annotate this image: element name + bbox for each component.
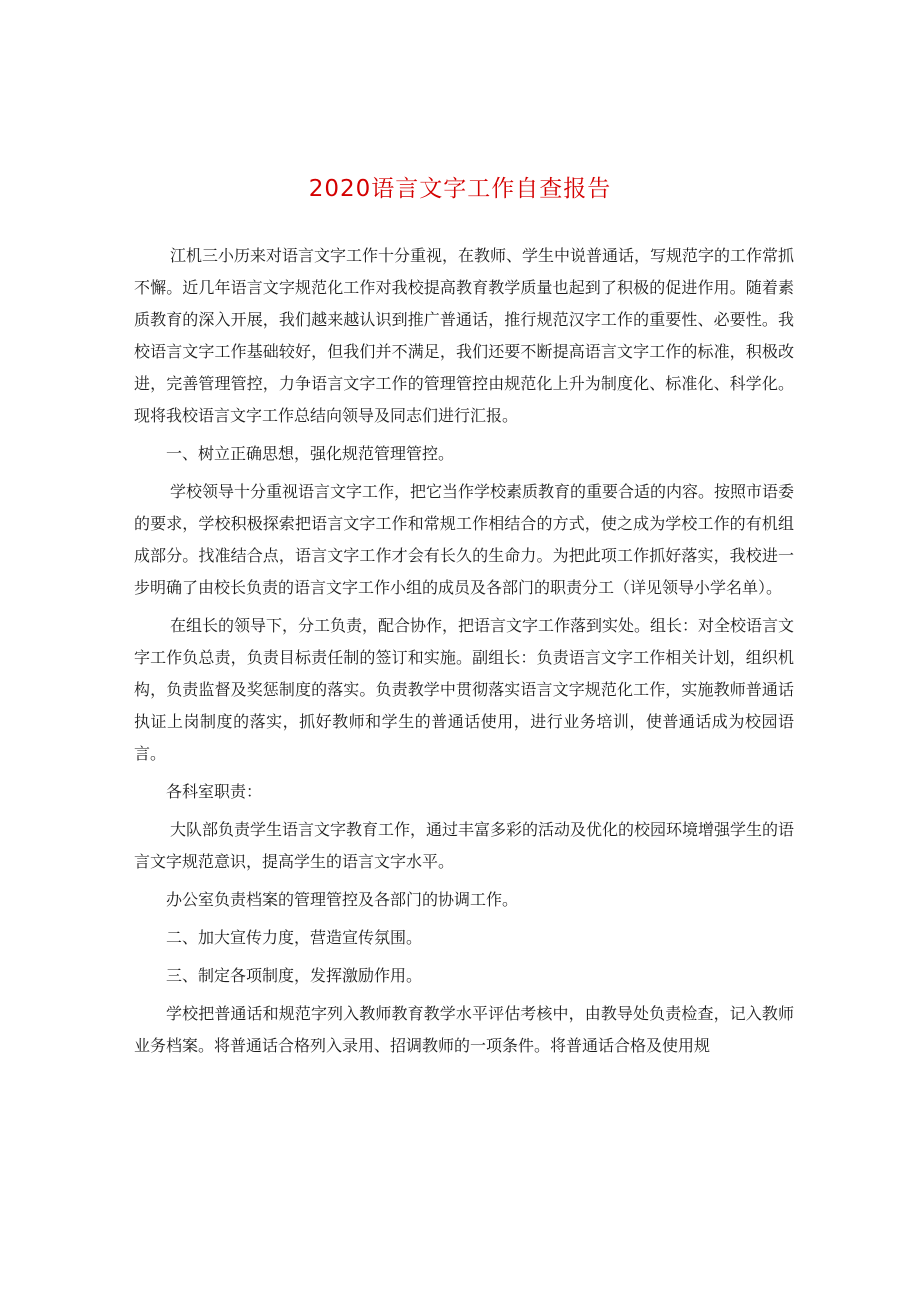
paragraph-office: 办公室负责档案的管理管控及各部门的协调工作。 bbox=[166, 890, 519, 909]
document-body bbox=[134, 240, 794, 1068]
section-heading-3: 三、制定各项制度，发挥激励作用。 bbox=[166, 966, 423, 985]
paragraph-office-duties-label: 各科室职责： bbox=[166, 782, 263, 801]
paragraph-evaluation: 学校把普通话和规范字列入教师教育教学水平评估考核中，由教导处负责检查，记入教师业务档案。将普通话合格列入录用、招调教师的一项条件。将普通话合格及使用规 bbox=[134, 1004, 794, 1055]
section-heading-2: 二、加大宣传力度，营造宣传氛围。 bbox=[166, 928, 423, 947]
section-heading-1: 一、树立正确思想，强化规范管理管控。 bbox=[166, 444, 455, 463]
paragraph-brigade: 大队部负责学生语言文字教育工作，通过丰富多彩的活动及优化的校园环境增强学生的语言文字规范意识，提高学生的语言文字水平。 bbox=[134, 820, 795, 871]
paragraph-intro: 江机三小历来对语言文字工作十分重视，在教师、学生中说普通话，写规范字的工作常抓不懈。近几年语言文字规范化工作对我校提高教育教学质量也起到了积极的促进作用。随着素质教育的深入开展，我们越来越认识到推广普通话，推行规范汉字工作的重要性、必要性。我校语言文字工作基础较好，但我们并不满足，我们还要不断提高语言文字工作的标准，积极改进，完善管理管控，力争语言文字工作的管理管控由规范化上升为制度化、标准化、科学化。现将我校语言文字工作总结向领导及同志们进行汇报。 bbox=[134, 246, 795, 425]
document-title: 2020语言文字工作自查报告 bbox=[308, 176, 612, 202]
paragraph-leadership: 学校领导十分重视语言文字工作，把它当作学校素质教育的重要合适的内容。按照市语委的要求，学校积极探索把语言文字工作和常规工作相结合的方式，使之成为学校工作的有机组成部分。找准结合点，语言文字工作才会有长久的生命力。为把此项工作抓好落实，我校进一步明确了由校长负责的语言文字工作小组的成员及各部门的职责分工（详见领导小学名单）。 bbox=[134, 482, 795, 597]
paragraph-division: 在组长的领导下，分工负责，配合协作，把语言文字工作落到实处。组长：对全校语言文字工作负总责，负责目标责任制的签订和实施。副组长：负责语言文字工作相关计划，组织机构，负责监督及奖惩制度的落实。负责教学中贯彻落实语言文字规范化工作，实施教师普通话执证上岗制度的落实，抓好教师和学生的普通话使用，进行业务培训，使普通话成为校园语言。 bbox=[134, 616, 795, 763]
